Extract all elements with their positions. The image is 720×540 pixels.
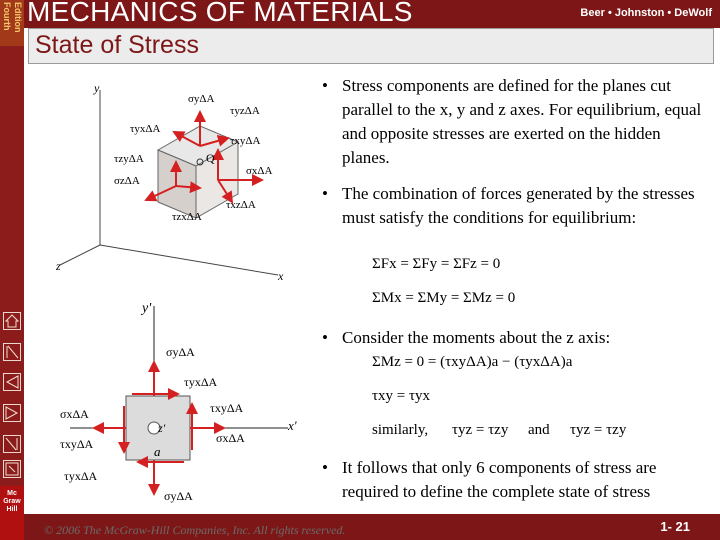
bullet-4-text: It follows that only 6 components of stress are required to define the complete state of stress (342, 458, 657, 501)
label-z-prime: z' (158, 421, 166, 435)
previous-icon (5, 375, 19, 389)
bullet-3-text: Consider the moments about the z axis: (342, 328, 611, 347)
and-label: and (528, 422, 550, 438)
nav-first-button[interactable] (3, 343, 21, 361)
label-tau-yx-top: τyxΔA (184, 375, 218, 389)
nav-prev-button[interactable] (3, 373, 21, 391)
label-a: a (154, 444, 161, 459)
label-tau-xy-right: τxyΔA (210, 401, 244, 415)
label-x: x (278, 269, 284, 283)
equation-mz: ΣMz = 0 = (τxyΔA)a − (τyxΔA)a (372, 354, 573, 370)
bullet-dot: • (322, 76, 328, 95)
slide-title: State of Stress (35, 31, 199, 59)
nav-next-button[interactable] (3, 404, 21, 422)
label-tau-yx-bottom: τyxΔA (64, 469, 98, 483)
title-bar (28, 28, 714, 64)
x-axis (100, 245, 278, 275)
sidebar (0, 0, 24, 540)
page-number: 1- 21 (660, 519, 690, 534)
nav-home-button[interactable] (3, 312, 21, 330)
header-bar (24, 0, 720, 28)
nav-last-button[interactable] (3, 435, 21, 453)
equation-forces: ΣFx = ΣFy = ΣFz = 0 (372, 256, 501, 272)
nav-end-button[interactable] (3, 460, 21, 478)
label-x-prime: x' (288, 418, 297, 433)
label-sigma-y: σyΔA (188, 93, 215, 105)
authors: Beer • Johnston • DeWolf (580, 7, 712, 19)
label-tau-zy: τzyΔA (114, 153, 144, 165)
course-title: MECHANICS OF MATERIALS (27, 0, 413, 27)
z-axis (60, 245, 100, 265)
label-sigma-y-top: σyΔA (166, 345, 195, 359)
label-tau-xy: τxyΔA (230, 135, 261, 147)
equation-txy: τxy = τyx (372, 388, 431, 404)
label-tau-xz: τxzΔA (226, 199, 256, 211)
copyright: © 2006 The McGraw-Hill Companies, Inc. All rights reserved. (44, 523, 346, 537)
label-y-prime: y' (142, 301, 152, 316)
label-sigma-z: σzΔA (114, 175, 140, 187)
end-icon (5, 462, 19, 476)
plane-stress-figure (60, 296, 300, 508)
label-tau-zx: τzxΔA (172, 211, 202, 223)
bullet-dot: • (322, 184, 328, 203)
mcgraw-hill-logo (0, 486, 24, 540)
label-sigma-x: σxΔA (246, 165, 273, 177)
logo-line3: Hill (6, 506, 18, 513)
next-icon (5, 406, 19, 420)
equation-tyz-2: τyz = τzy (570, 422, 627, 438)
stress-cube-figure (50, 70, 300, 290)
home-icon (5, 314, 19, 328)
label-sigma-x-right: σxΔA (216, 431, 245, 445)
bullet-1-text: Stress components are defined for the planes cut parallel to the x, y and z axes. For equilibrium, equal and opposite stresses are exerted on the hidden planes. (342, 76, 702, 167)
label-z: z (56, 259, 61, 273)
label-sigma-y-bottom: σyΔA (164, 489, 193, 503)
label-q: Q (206, 151, 215, 165)
last-slide-icon (5, 437, 19, 451)
bullet-dot: • (322, 328, 328, 347)
similarly-label: similarly, (372, 422, 429, 438)
label-tau-yx: τyxΔA (130, 123, 161, 135)
label-y: y (94, 81, 100, 95)
edition-line2: Edition (13, 2, 23, 33)
label-tau-yz: τyzΔA (230, 105, 260, 117)
logo-line1: Mc (7, 490, 17, 497)
equation-moments: ΣMx = ΣMy = ΣMz = 0 (372, 290, 516, 306)
logo-line2: Graw (3, 498, 21, 505)
bullet-2-text: The combination of forces generated by the stresses must satisfy the conditions for equilibrium: (342, 184, 695, 227)
bullet-dot: • (322, 458, 328, 477)
edition-badge (0, 0, 24, 46)
equation-tyz: τyz = τzy (452, 422, 509, 438)
first-slide-icon (5, 345, 19, 359)
label-tau-xy-left: τxyΔA (60, 437, 94, 451)
edition-line1: Fourth (2, 2, 12, 31)
label-sigma-x-left: σxΔA (60, 407, 89, 421)
